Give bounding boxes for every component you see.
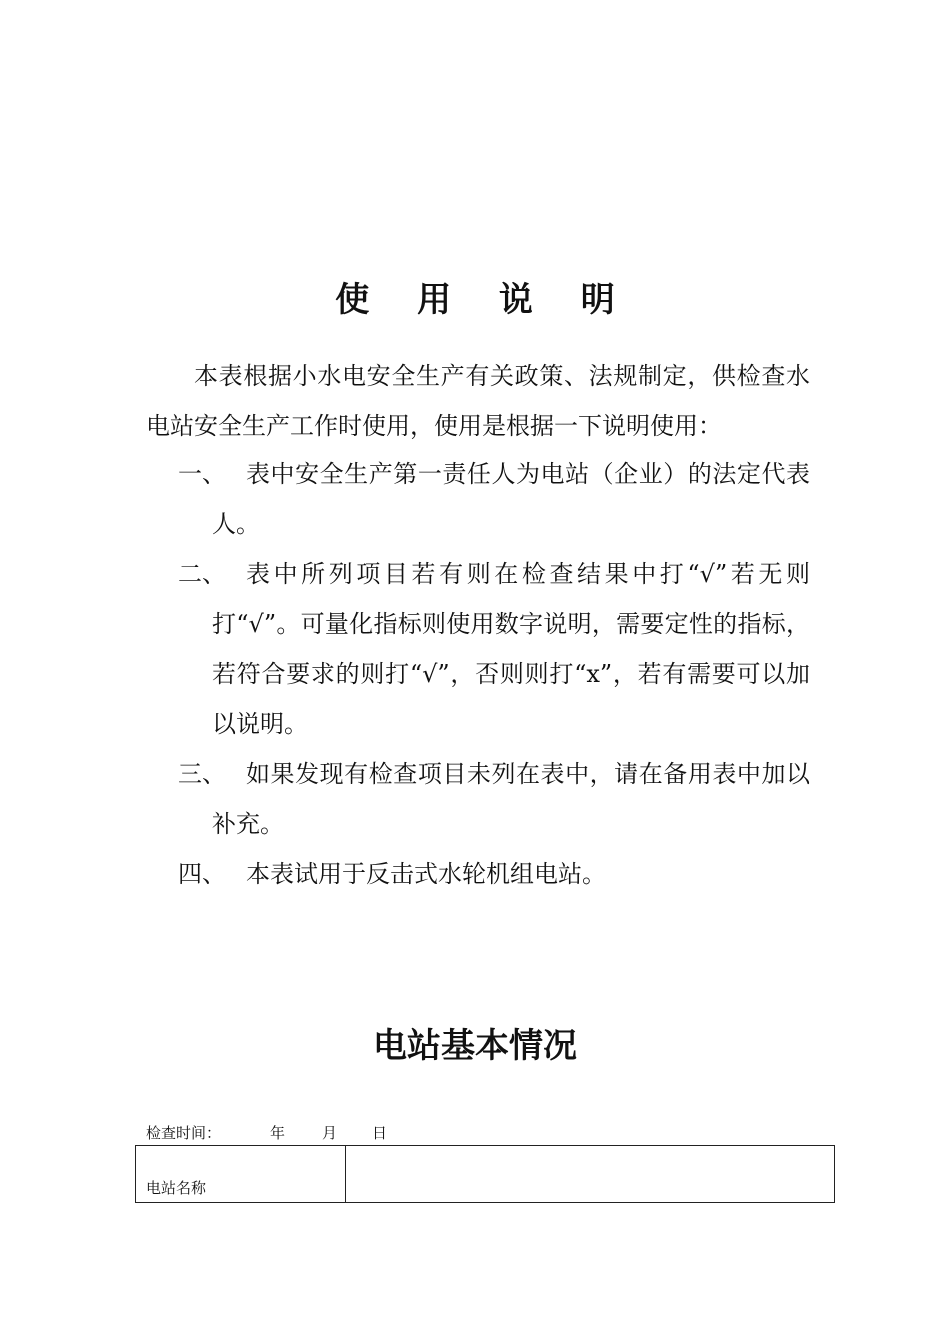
- station-name-field[interactable]: [346, 1146, 835, 1203]
- item-number: 一、: [178, 460, 226, 488]
- instruction-item: [178, 749, 810, 849]
- item-text: 本表试用于反击式水轮机组电站。: [246, 860, 606, 888]
- intro-paragraph: 本表根据小水电安全生产有关政策、法规制定，供检查水电站安全生产工作时使用，使用是根据一下说明使用：: [146, 362, 810, 440]
- item-number: 四、: [178, 860, 226, 888]
- station-name-label: 电站名称: [136, 1146, 346, 1203]
- station-info-title: 电站基本情况: [373, 1026, 577, 1066]
- instruction-item: [178, 849, 810, 899]
- table-row: [136, 1146, 835, 1203]
- instructions-title: 使 用 说 明: [335, 280, 633, 320]
- month-label: 月: [322, 1124, 338, 1142]
- item-text: 如果发现有检查项目未列在表中，请在备用表中加以补充。: [212, 760, 810, 838]
- instruction-item: [178, 449, 810, 549]
- item-number: 三、: [178, 760, 226, 788]
- instruction-item: [178, 549, 810, 749]
- item-number: 二、: [178, 560, 226, 588]
- year-label: 年: [270, 1124, 286, 1142]
- item-text: 表中安全生产第一责任人为电站（企业）的法定代表人。: [212, 460, 810, 538]
- check-time-label: 检查时间：: [146, 1124, 222, 1142]
- day-label: 日: [372, 1124, 388, 1142]
- station-info-table: [135, 1145, 835, 1203]
- item-text: 表中所列项目若有则在检查结果中打“√”若无则打“√”。可量化指标则使用数字说明，需要定性的指标，若符合要求的则打“√”，否则则打“x”，若有需要可以加以说明。: [212, 560, 810, 738]
